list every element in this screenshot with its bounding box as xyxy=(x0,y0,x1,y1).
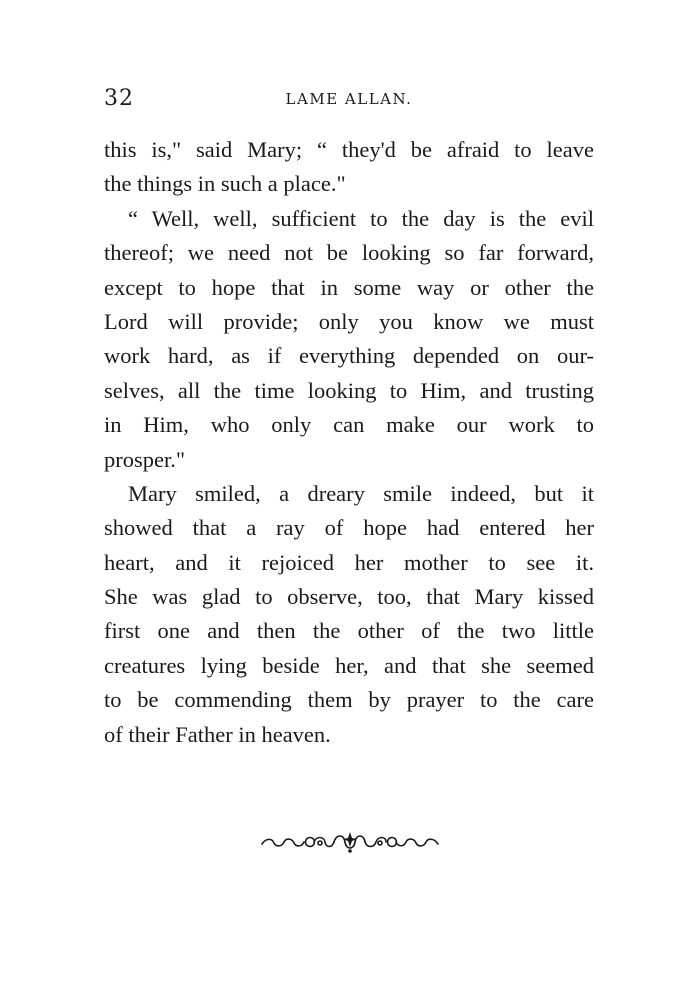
text-line: selves, all the time looking to Him, and trusting xyxy=(104,377,594,403)
text-line: except to hope that in some way or other the xyxy=(104,274,594,300)
text-line: prosper." xyxy=(104,446,186,472)
text-line: to be commending them by prayer to the care xyxy=(104,687,594,713)
running-title: LAME ALLAN. xyxy=(285,90,413,108)
text-line: of their Father in heaven. xyxy=(104,721,331,747)
text-line: work hard, as if everything depended on our- xyxy=(104,343,594,369)
text-line: She was glad to observe, too, that Mary kissed xyxy=(104,584,594,610)
text-line: first one and then the other of the two little xyxy=(104,618,594,644)
text-line: in Him, who only can make our work to xyxy=(104,412,594,438)
page-number: 32 xyxy=(104,86,134,111)
text-line: showed that a ray of hope had entered her xyxy=(104,515,594,541)
text-line: thereof; we need not be looking so far forward, xyxy=(104,240,594,266)
text-line: this is," said Mary; “ they'd be afraid to leave xyxy=(104,137,594,162)
text-line: Lord will provide; only you know we must xyxy=(104,308,594,334)
text-line: Mary smiled, a dreary smile indeed, but it xyxy=(128,480,594,506)
text-line: heart, and it rejoiced her mother to see it. xyxy=(104,549,594,575)
text-line: the things in such a place." xyxy=(104,171,346,197)
running-head xyxy=(104,86,594,116)
text-line: “ Well, well, sufficient to the day is the evil xyxy=(128,205,594,231)
body-text xyxy=(104,133,594,752)
text-line: creatures lying beside her, and that she seemed xyxy=(104,652,594,678)
scroll-ornament-icon xyxy=(258,830,442,856)
